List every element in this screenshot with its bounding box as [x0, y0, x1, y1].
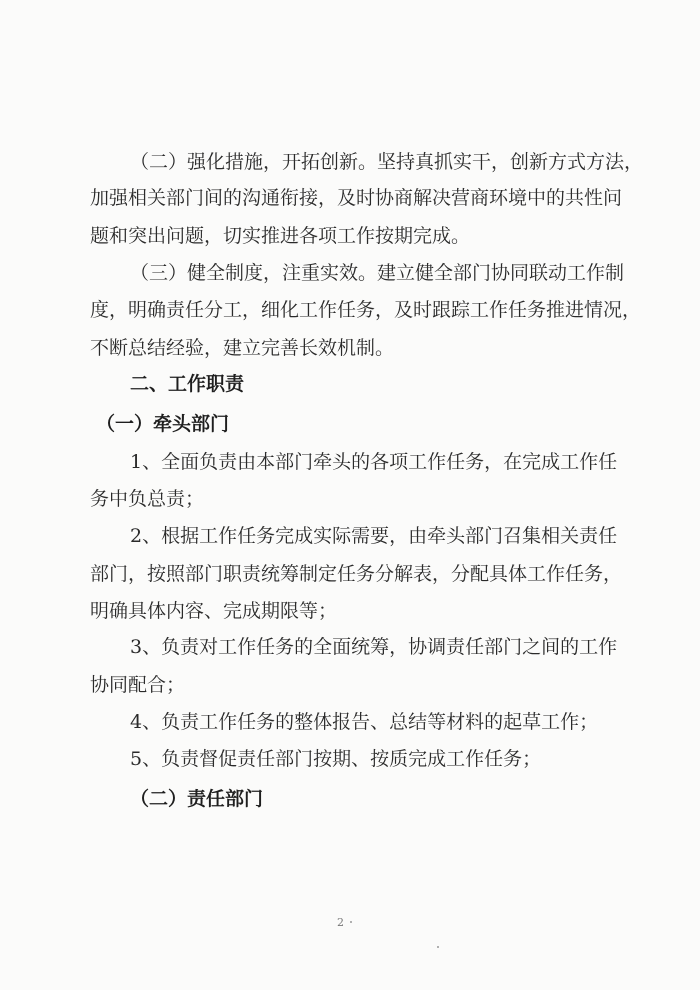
paragraph-line: （二）强化措施，开拓创新。坚持真抓实干，创新方式方法，: [130, 151, 644, 173]
list-item-line: 2、根据工作任务完成实际需要，由牵头部门召集相关责任: [130, 525, 618, 547]
list-item-line: 3、负责对工作任务的全面统筹，协调责任部门之间的工作: [130, 636, 618, 658]
list-item-line: 明确具体内容、完成期限等；: [90, 600, 338, 622]
paragraph-line: 加强相关部门间的沟通衔接，及时协商解决营商环境中的共性问: [90, 187, 623, 209]
paragraph-line: 题和突出问题，切实推进各项工作按期完成。: [90, 225, 471, 247]
list-item-line: 1、全面负责由本部门牵头的各项工作任务，在完成工作任: [130, 451, 618, 473]
list-item-line: 协同配合；: [90, 674, 186, 696]
paragraph-line: （三）健全制度，注重实效。建立健全部门协同联动工作制: [130, 262, 625, 284]
paragraph-line: 不断总结经验，建立完善长效机制。: [90, 337, 395, 359]
scan-speck: [350, 921, 352, 923]
list-item-line: 务中负总责；: [90, 488, 205, 510]
subsection-heading: （一）牵头部门: [96, 413, 230, 435]
section-heading: 二、工作职责: [130, 373, 245, 395]
subsection-heading: （二）责任部门: [130, 788, 264, 810]
list-item-line: 4、负责工作任务的整体报告、总结等材料的起草工作；: [130, 711, 599, 733]
scan-speck: [437, 946, 439, 948]
paragraph-line: 度，明确责任分工，细化工作任务，及时跟踪工作任务推进情况，: [90, 299, 642, 321]
list-item-line: 5、负责督促责任部门按期、按质完成工作任务；: [130, 748, 542, 770]
page-number: 2: [337, 916, 344, 929]
list-item-line: 部门，按照部门职责统筹制定任务分解表，分配具体工作任务，: [90, 563, 623, 585]
